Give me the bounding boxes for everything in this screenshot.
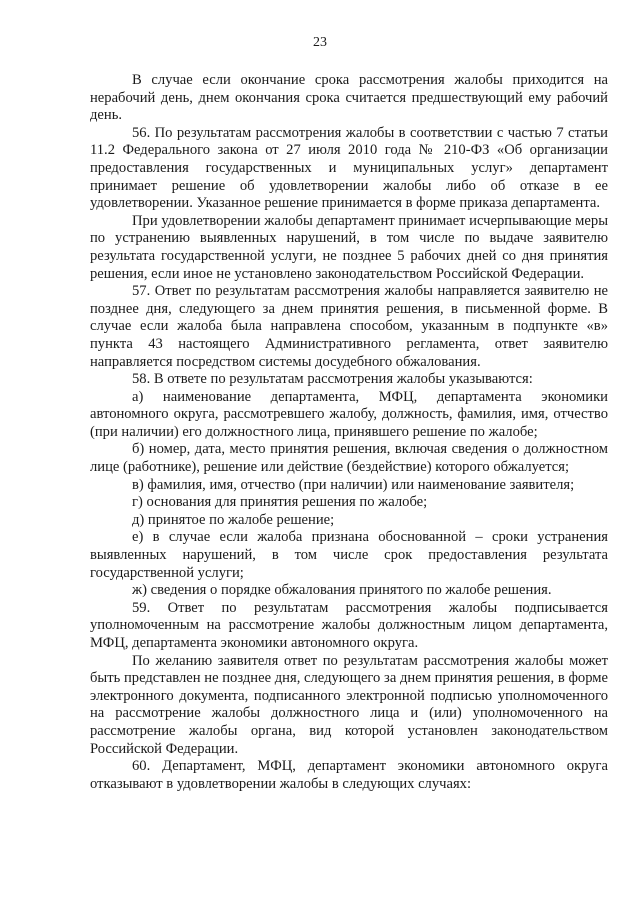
list-item-58-zh: ж) сведения о порядке обжалования принятого по жалобе решения. xyxy=(132,582,552,599)
paragraph-60: 60. Департамент, МФЦ, департамент экономики автономного округа отказывают в удовлетворении жалобы в следующих случаях: xyxy=(90,758,608,792)
paragraph-58: 58. В ответе по результатам рассмотрения жалобы указываются: xyxy=(132,371,533,388)
document-body xyxy=(90,72,608,793)
paragraph-57: 57. Ответ по результатам рассмотрения жалобы направляется заявителю не позднее дня, следующего за днем принятия решения, в письменной форме. В случае если жалоба была направлена способом, указанным в подпункте «в» пункта 43 настоящего Административного регламента, ответ заявителю направляется посредством системы досудебного обжалования. xyxy=(90,283,608,370)
paragraph-59-electronic: По желанию заявителя ответ по результатам рассмотрения жалобы может быть представлен не позднее дня, следующего за днем принятия решения, в форме электронного документа, подписанного электронной подписью уполномоченного на рассмотрение жалобы должностного лица и (или) уполномоченного на рассмотрение жалобы органа, вид которой установлен законодательством Российской Федерации. xyxy=(90,652,608,757)
list-item-58-d: д) принятое по жалобе решение; xyxy=(132,511,335,528)
page-number: 23 xyxy=(313,35,327,50)
paragraph-56: 56. По результатам рассмотрения жалобы в соответствии с частью 7 статьи 11.2 Федерального закона от 27 июля 2010 года № 210-ФЗ «Об организации предоставления государственных и муниципальных услуг» департамент принимает решение об удовлетворении жалобы либо об отказе в ее удовлетворении. Указанное решение принимается в форме приказа департамента. xyxy=(90,124,608,212)
paragraph-59: 59. Ответ по результатам рассмотрения жалобы подписывается уполномоченным на рассмотрение жалобы должностным лицом департамента, МФЦ, департамента экономики автономного округа. xyxy=(90,599,608,651)
paragraph-56-satisfaction: При удовлетворении жалобы департамент принимает исчерпывающие меры по устранению выявленных нарушений, в том числе по выдаче заявителю результата государственной услуги, не позднее 5 рабочих дней со дня принятия решения, если иное не установлено законодательством Российской Федерации. xyxy=(90,212,608,282)
list-item-58-v: в) фамилия, имя, отчество (при наличии) или наименование заявителя; xyxy=(132,476,575,493)
list-item-58-g: г) основания для принятия решения по жалобе; xyxy=(132,494,428,511)
list-item-58-a: а) наименование департамента, МФЦ, департамента экономики автономного округа, рассмотревшего жалобу, должность, фамилия, имя, отчество (при наличии) его должностного лица, принявшего решение по жалобе; xyxy=(90,388,608,440)
list-item-58-b: б) номер, дата, место принятия решения, включая сведения о должностном лице (работнике), решение или действие (бездействие) которого обжалуется; xyxy=(90,441,608,476)
list-item-58-e: е) в случае если жалоба признана обоснованной – сроки устранения выявленных нарушений, в том числе срок предоставления результата государственной услуги; xyxy=(90,529,608,581)
paragraph-deadline-nonworking-day: В случае если окончание срока рассмотрения жалобы приходится на нерабочий день, днем окончания срока считается предшествующий ему рабочий день. xyxy=(90,72,608,124)
